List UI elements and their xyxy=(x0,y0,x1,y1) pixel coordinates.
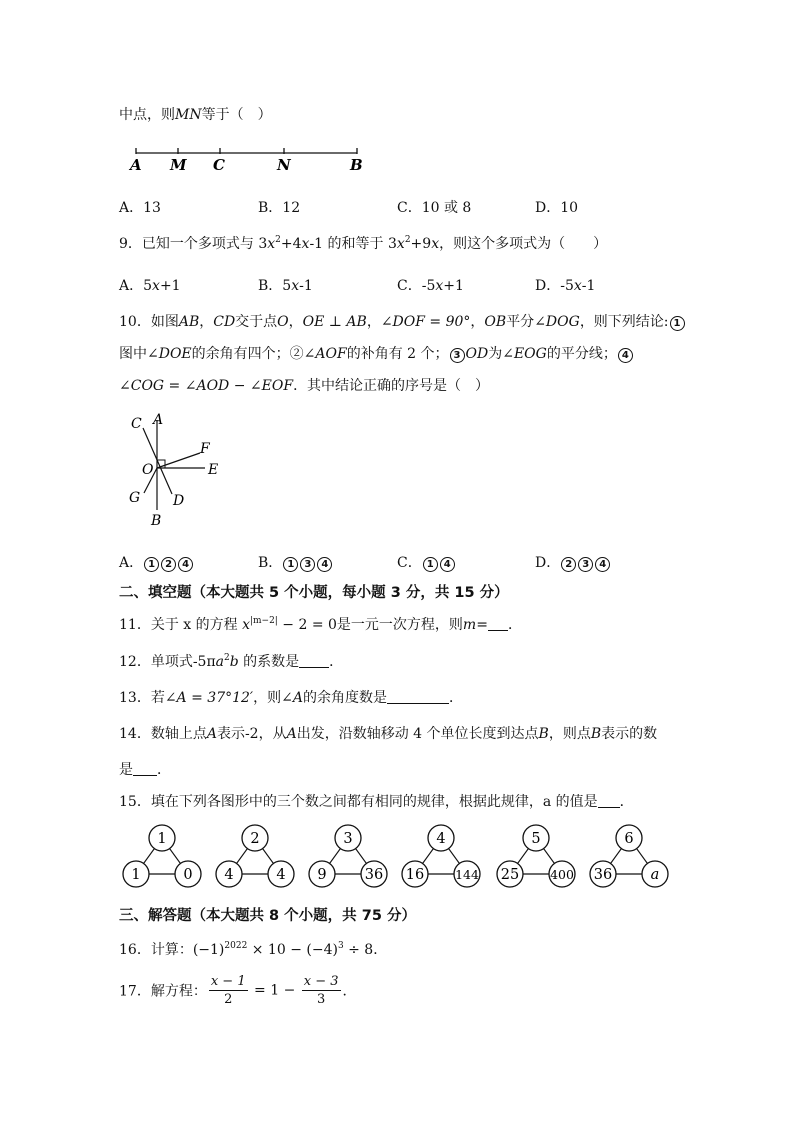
section-2-heading: 二、填空题（本大题共 5 个小题，每小题 3 分，共 15 分） xyxy=(119,585,509,601)
label-o: O xyxy=(142,462,154,478)
q8-option-a: A．13 xyxy=(119,200,161,216)
q8-mn: MN xyxy=(175,107,202,123)
q10-line1: 10．如图AB，CD交于点O，OE ⊥ AB，∠DOF = 90°，OB平分∠DOG，则下列结论: 1 xyxy=(119,311,686,331)
number-left: 1 xyxy=(131,867,141,883)
section-3-heading: 三、解答题（本大题共 8 个小题，共 75 分） xyxy=(119,908,416,924)
circle-group-1 xyxy=(123,825,201,887)
q9-p3: -1 的和等于 3 xyxy=(309,236,397,252)
edge-top-right xyxy=(449,849,460,864)
q11: 11．关于 x 的方程 $x^{|m-2|} - 2 = 0$是一元一次方程，则m= ． xyxy=(119,616,522,633)
number-right: 4 xyxy=(276,867,286,883)
q9-e2: 2 xyxy=(404,235,411,245)
edge-top-right xyxy=(170,849,181,864)
number-top: 4 xyxy=(436,831,446,847)
q17: 17．解方程： $\frac{x - 1}{2}$ = 1 − $\frac{x - 3}{3}$ ． xyxy=(119,974,357,1007)
q9-p1: 9．已知一个多项式与 3 xyxy=(119,236,268,252)
label-e: E xyxy=(208,462,219,478)
edge-top-right xyxy=(356,849,367,864)
q15-answer-blank[interactable] xyxy=(598,793,620,808)
circle-group-3 xyxy=(309,825,387,887)
q10-line3: ∠COG = ∠AOD − ∠EOF．其中结论正确的序号是（ ） xyxy=(119,378,490,394)
number-top: 1 xyxy=(157,831,167,847)
q9-x1: x xyxy=(267,236,276,252)
number-top: 5 xyxy=(531,831,541,847)
q13-answer-blank[interactable] xyxy=(387,689,449,704)
circled-1: 1 xyxy=(670,316,685,331)
number-top: 3 xyxy=(343,831,353,847)
edge-top-right xyxy=(637,849,648,864)
q9-x4: x xyxy=(431,236,440,252)
label-d: D xyxy=(173,493,185,509)
q11-answer-blank[interactable] xyxy=(488,616,508,631)
label-a: A xyxy=(130,156,142,174)
q9-option-c: C．-5x+1 xyxy=(397,278,464,294)
edge-top-left xyxy=(423,849,434,864)
q9-x2: x xyxy=(301,236,310,252)
number-right: 400 xyxy=(550,867,574,882)
label-m: M xyxy=(170,156,187,174)
edge-top-right xyxy=(544,849,555,864)
q9-option-a: A．5x+1 xyxy=(119,278,181,294)
label-a: A xyxy=(153,412,164,428)
q10-option-d: D． 2 3 4 xyxy=(535,552,611,572)
q13: 13．若∠A = 37°12′，则∠A的余角度数是 ． xyxy=(119,690,463,706)
q14-line2: 是 ． xyxy=(119,762,171,778)
q8-stem xyxy=(119,104,272,124)
label-b: B xyxy=(350,156,363,174)
q8-option-d: D．10 xyxy=(535,200,579,216)
q9-p5: ，则这个多项式为（ ） xyxy=(439,236,608,252)
q8-option-b: B．12 xyxy=(258,200,301,216)
angle-diagram xyxy=(120,408,230,530)
circled-4: 4 xyxy=(618,348,633,363)
number-right: 0 xyxy=(183,867,193,883)
number-top: 2 xyxy=(250,831,260,847)
q10-line2: 图中∠DOE的余角有四个；②∠AOF的补角有 2 个； 3 OD为∠EOG的平分线； 4 xyxy=(119,343,634,363)
edge-top-left xyxy=(330,849,341,864)
q8-stem-b: 等于（ ） xyxy=(201,107,272,123)
edge-top-left xyxy=(144,849,155,864)
number-right: 36 xyxy=(364,867,384,883)
q12: 12．单项式$-5\pi a^2b$ 的系数是 ． xyxy=(119,653,344,670)
label-n: N xyxy=(277,156,291,174)
edge-top-right xyxy=(263,849,274,864)
q9-stem xyxy=(119,233,607,253)
q8-option-c: C．10 或 8 xyxy=(397,200,472,216)
circled-3: 3 xyxy=(450,348,465,363)
circle-group-4 xyxy=(402,825,480,887)
label-f: F xyxy=(200,441,210,457)
label-b: B xyxy=(151,513,162,529)
number-right: a xyxy=(650,867,660,883)
circle-group-2 xyxy=(216,825,294,887)
q10-option-a: A． 1 2 4 xyxy=(119,552,194,572)
q8-stem-a: 中点，则 xyxy=(119,107,175,123)
q14-line1: 14．数轴上点A表示-2，从A出发，沿数轴移动 4 个单位长度到达点B，则点B表示的数 xyxy=(119,726,658,742)
edge-top-left xyxy=(611,849,622,864)
q10-option-c: C． 1 4 xyxy=(397,552,456,572)
segment-diagram xyxy=(120,140,380,176)
q12-answer-blank[interactable] xyxy=(299,653,329,668)
number-top: 6 xyxy=(624,831,634,847)
q9-option-d: D．-5x-1 xyxy=(535,278,596,294)
edge-top-left xyxy=(237,849,248,864)
edge-top-left xyxy=(518,849,529,864)
q9-p4: +9 xyxy=(410,236,432,252)
q9-option-b: B．5x-1 xyxy=(258,278,313,294)
number-left: 16 xyxy=(405,867,425,883)
circle-group-5 xyxy=(497,825,575,887)
fraction-1: $\frac{x - 1}{2}$ xyxy=(210,974,246,1007)
number-left: 9 xyxy=(317,867,327,883)
circle-pattern-figures xyxy=(110,818,690,896)
number-left: 25 xyxy=(500,867,520,883)
number-left: 36 xyxy=(593,867,613,883)
number-right: 144 xyxy=(455,867,479,882)
q9-x3: x xyxy=(396,236,405,252)
label-g: G xyxy=(129,490,141,506)
q16: 16．计算：$(-1)^{2022} \times 10 - (-4)^3 \div 8$． xyxy=(119,941,388,958)
q14-answer-blank[interactable] xyxy=(133,761,157,776)
number-left: 4 xyxy=(224,867,234,883)
q15-stem: 15．填在下列各图形中的三个数之间都有相同的规律，根据此规律，a 的值是 ． xyxy=(119,794,634,810)
q9-p2: +4 xyxy=(280,236,302,252)
label-c: C xyxy=(213,156,225,174)
label-c: C xyxy=(131,416,142,432)
circle-group-6 xyxy=(590,825,668,887)
q9-e1: 2 xyxy=(275,235,281,245)
q10-option-b: B． 1 3 4 xyxy=(258,552,333,572)
fraction-2: $\frac{x - 3}{3}$ xyxy=(303,974,339,1007)
